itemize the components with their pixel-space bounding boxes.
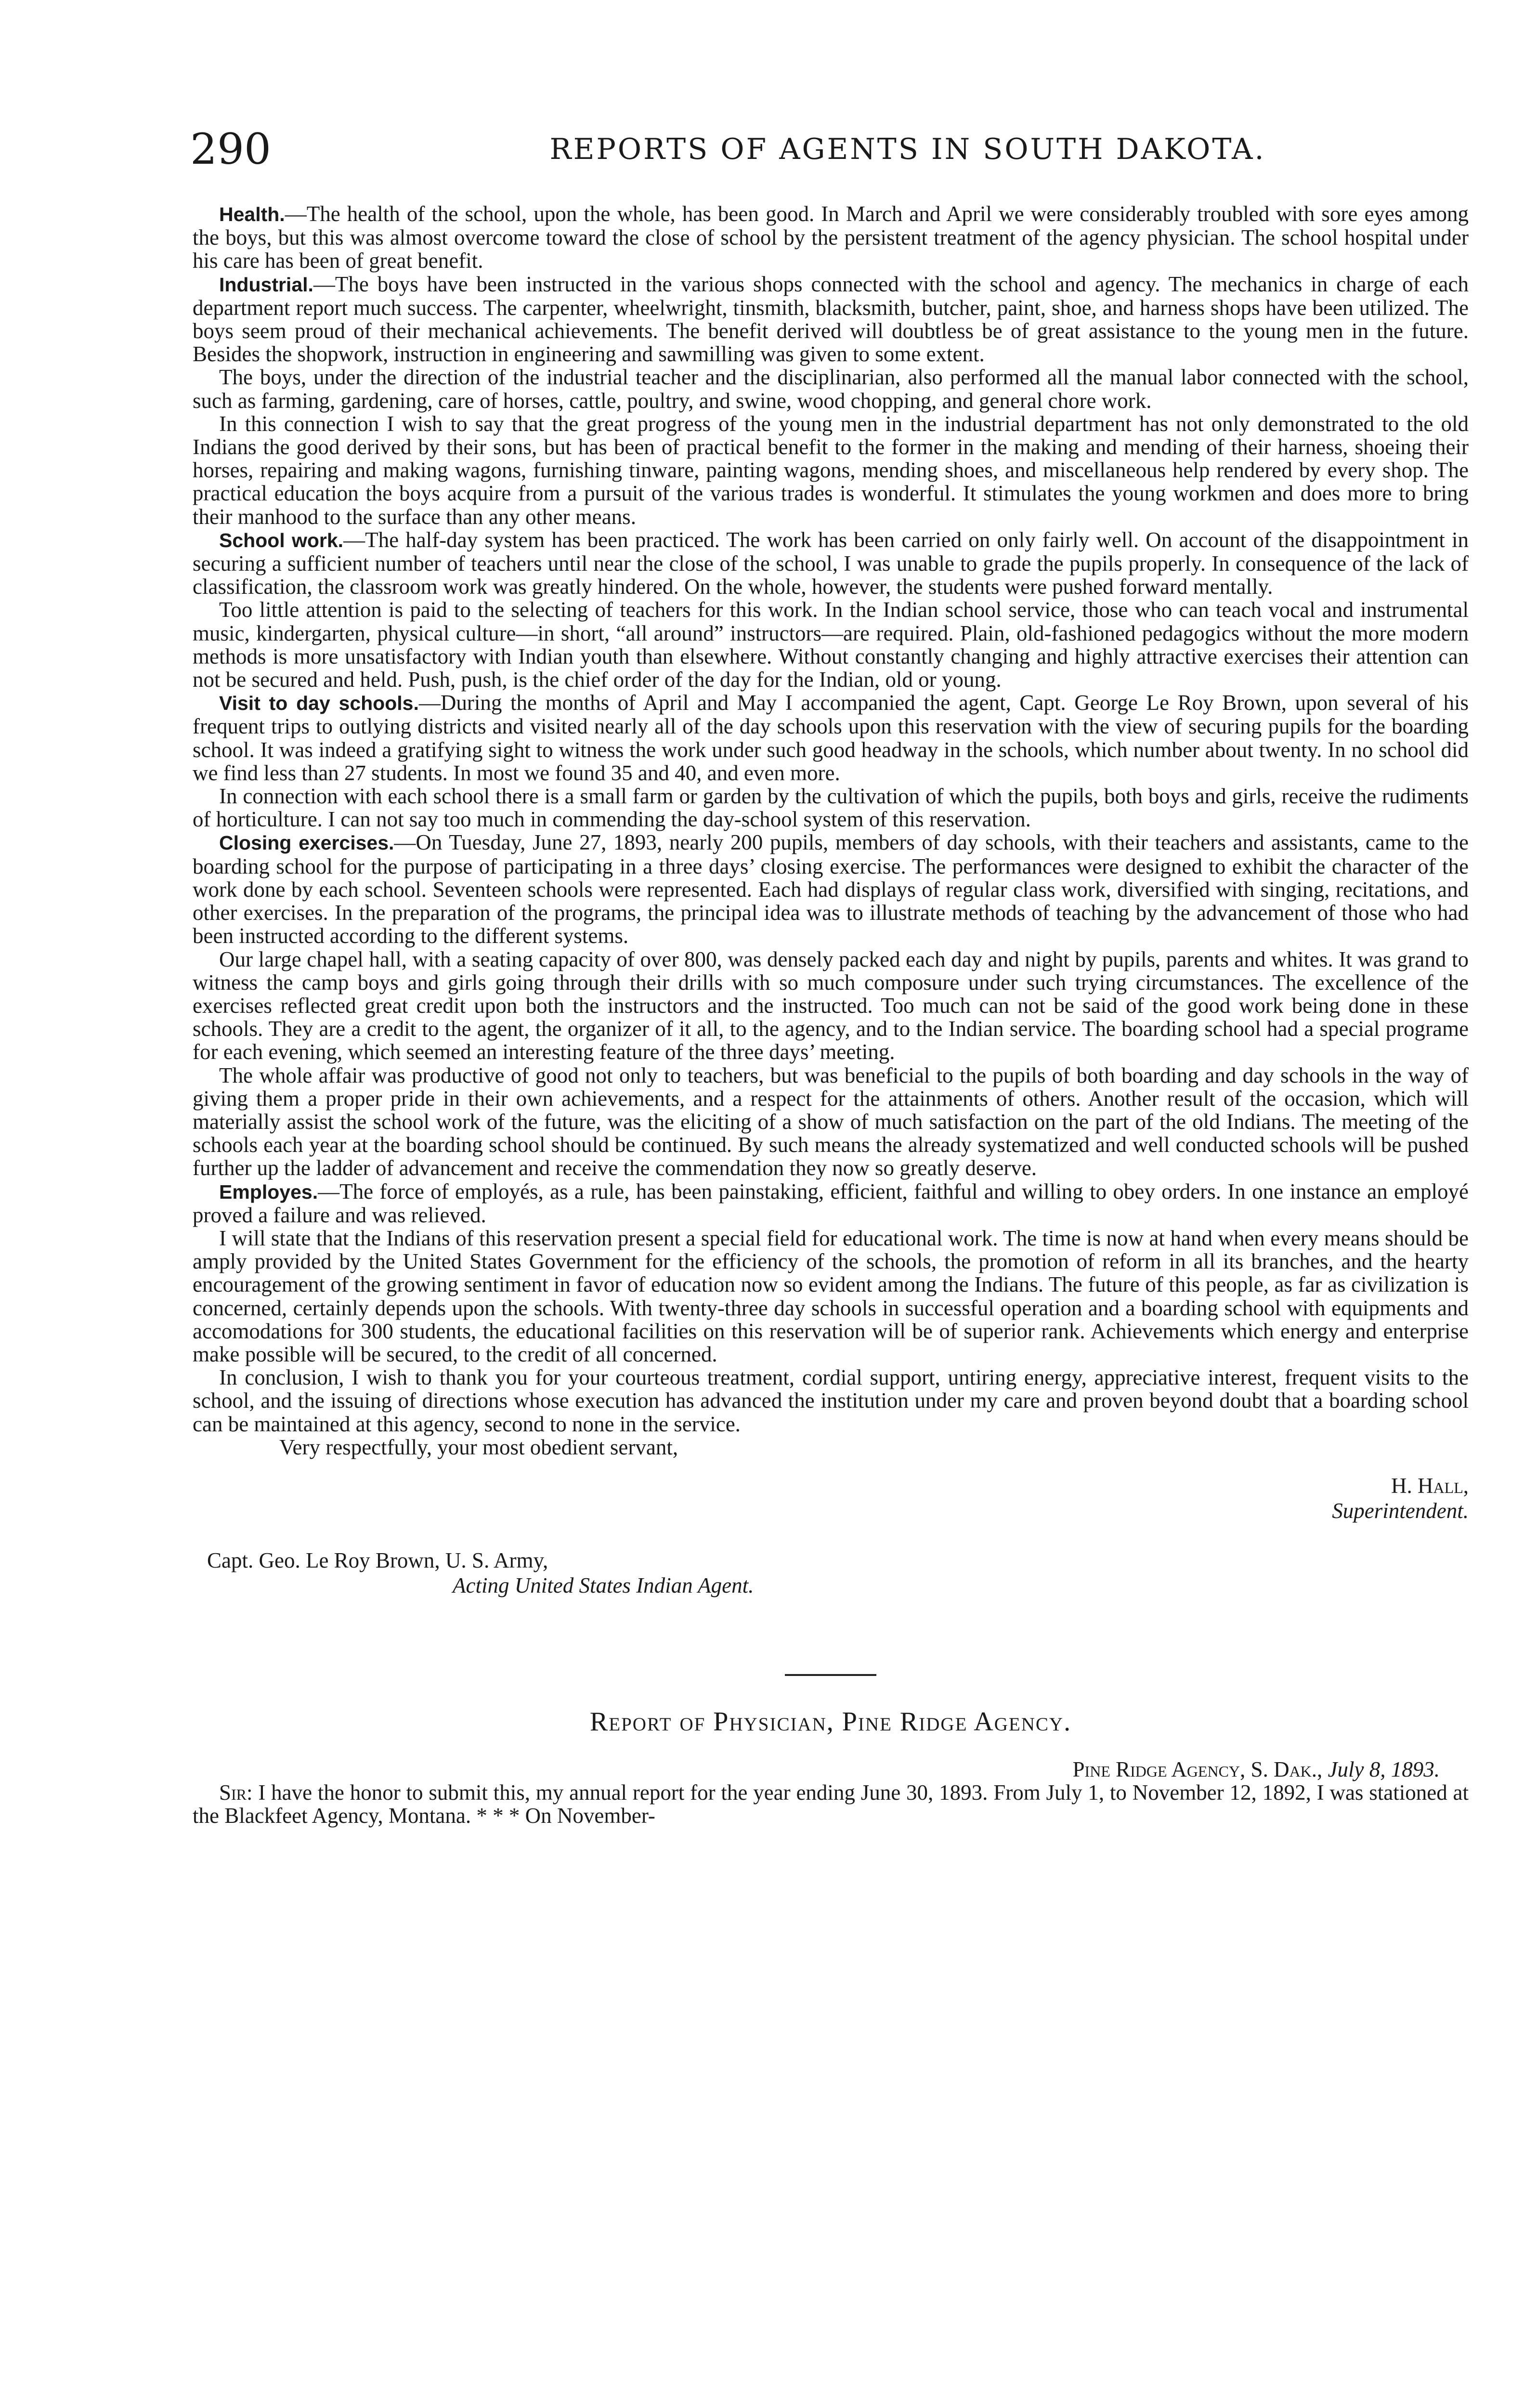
paragraph: [193, 412, 1469, 528]
report-body: [193, 202, 1469, 1827]
dateline: [193, 1758, 1469, 1781]
addressee-title: Acting United States Indian Agent.: [453, 1573, 754, 1597]
subheading-industrial: Industrial.: [219, 273, 313, 296]
paragraph-closing-exercises: [193, 831, 1469, 947]
paragraph-text: In conclusion, I wish to thank you for your courteous treatment, cordial support, untiring energy, appreciative interest, frequent visits to the school, and the issuing of directions whose execution has advanced the institution under my care and proven beyond doubt that a boarding school can be maintained at this agency, second to none in the service.: [193, 1365, 1469, 1436]
paragraph-text: —The boys have been instructed in the various shops connected with the school and agency. The mechanics in charge of each department report much success. The carpenter, wheelwright, tinsmith, blacksmith, butcher, paint, shoe, and harness shops have been utilized. The boys seem proud of their mechanical achievements. The benefit derived will doubtless be of great assistance to the young men in the future. Besides the shopwork, instruction in engineering and sawmilling was given to some extent.: [193, 272, 1469, 366]
paragraph: [193, 785, 1469, 831]
subheading-closing-exercises: Closing exercises.: [219, 832, 394, 854]
addressee-name: Capt. Geo. Le Roy Brown, U. S. Army,: [207, 1548, 548, 1572]
page-header: [190, 123, 1481, 176]
paragraph-text: —On Tuesday, June 27, 1893, nearly 200 pupils, members of day schools, with their teachers and assistants, came to the boarding school for the purpose of participating in a three days’ closing exercise. The performances were designed to exhibit the character of the work done by each school. Seventeen schools were represented. Each had displays of regular class work, diversified with singing, recitations, and other exercises. In the preparation of the programs, the principal idea was to illustrate methods of teaching by the advancement of those who had been instructed according to the different systems.: [193, 830, 1469, 948]
paragraph-conclusion: [193, 1366, 1469, 1436]
paragraph-text: —The health of the school, upon the whole, has been good. In March and April we were considerably troubled with sore eyes among the boys, but this was almost overcome toward the close of school by the persistent treatment of the agency physician. The school hospital under his care has been of great benefit.: [193, 202, 1469, 273]
subheading-visit-to-day-schools: Visit to day schools.: [219, 692, 419, 715]
section-title: Report of Physician, Pine Ridge Agency.: [589, 1706, 1072, 1737]
signer-name: H. Hall,: [1391, 1473, 1469, 1498]
paragraph-text: The whole affair was productive of good not only to teachers, but was beneficial to the pupils of both boarding and day schools in the way of giving them a proper pride in their own achievements, and a respect for the attainments of others. Another result of the occasion, which will materially assist the school work of the future, was the eliciting of a show of much satisfaction on the part of the old Indians. The meeting of the schools each year at the boarding school should be continued. By such means the already systematized and well conducted schools will be pushed further up the ladder of advancement and receive the commendation they now so greatly deserve.: [193, 1063, 1469, 1180]
page-number: 290: [190, 124, 271, 174]
paragraph-text: In this connection I wish to say that the great progress of the young men in the industrial department has not only demonstrated to the old Indians the good derived by their sons, but has been of practical benefit to the former in the making and mending of their harness, shoeing their horses, repairing and making wagons, furnishing tinware, painting wagons, mending shoes, and miscellaneous help rendered by every shop. The practical education the boys acquire from a pursuit of the various trades is wonderful. It stimulates the young workmen and does more to bring their manhood to the surface than any other means.: [193, 411, 1469, 529]
paragraph: [193, 1227, 1469, 1366]
running-head: REPORTS OF AGENTS IN SOUTH DAKOTA.: [549, 132, 1266, 166]
addressee-block: [193, 1549, 1469, 1619]
paragraph-visit-to-day-schools: [193, 691, 1469, 785]
paragraph-text: I will state that the Indians of this reservation present a special field for educational work. The time is now at hand when every means should be amply provided by the United States Government for the efficiency of the schools, the promotion of reform in all its branches, and the hearty encouragement of the growing sentiment in favor of education now so evident among the Indians. The future of this people, as far as civilization is concerned, certainly depends upon the schools. With twenty-three day schools in successful operation and a boarding school with equipments and accomodations for 300 students, the educational facilities on this reservation will be of superior rank. Achievements which energy and enterprise make possible will be secured, to the credit of all concerned.: [193, 1226, 1469, 1366]
paragraph-physician-opening: [193, 1781, 1469, 1827]
salutation: Sir:: [219, 1780, 253, 1805]
complimentary-closing: Very respectfully, your most obedient servant,: [279, 1435, 678, 1459]
paragraph-health: [193, 202, 1469, 273]
paragraph: [193, 598, 1469, 691]
section-divider: [785, 1674, 876, 1676]
paragraph-text: I have the honor to submit this, my annual report for the year ending June 30, 1893. From July 1, to November 12, 1892, I was stationed at the Blackfeet Agency, Montana. * * * On November-: [193, 1780, 1469, 1828]
paragraph-school-work: [193, 528, 1469, 599]
paragraph-text: —The force of employés, as a rule, has been painstaking, efficient, faithful and willing to obey orders. In one instance an employé proved a failure and was relieved.: [193, 1179, 1469, 1227]
paragraph-text: Our large chapel hall, with a seating capacity of over 800, was densely packed each day and night by pupils, parents and whites. It was grand to witness the camp boys and girls going through their drills with so much composure under such trying circumstances. The excellence of the exercises reflected great credit upon both the instructors and the instructed. Too much can not be said of the good work being done in these schools. They are a credit to the agent, the organizer of it all, to the agency, and to the Indian service. The boarding school had a special programe for each evening, which seemed an interesting feature of the three days’ meeting.: [193, 947, 1469, 1064]
subheading-health: Health.: [219, 203, 285, 225]
dateline-place: Pine Ridge Agency, S. Dak.,: [1072, 1757, 1323, 1781]
dateline-date: July 8, 1893.: [1328, 1757, 1440, 1781]
signer-title: Superintendent.: [1332, 1498, 1469, 1523]
paragraph-industrial: [193, 273, 1469, 366]
paragraph-text: The boys, under the direction of the industrial teacher and the disciplinarian, also performed all the manual labor connected with the school, such as farming, gardening, care of horses, cattle, poultry, and swine, wood chopping, and general chore work.: [193, 365, 1469, 413]
paragraph-text: —The half-day system has been practiced. The work has been carried on only fairly well. On account of the disappointment in securing a sufficient number of teachers until near the close of the school, I was unable to grade the pupils properly. In consequence of the lack of classification, the classroom work was greatly hindered. On the whole, however, the students were pushed forward mentally.: [193, 527, 1469, 599]
signature-block: [193, 1436, 1469, 1549]
paragraph-text: —During the months of April and May I accompanied the agent, Capt. George Le Roy Brown, upon several of his frequent trips to outlying districts and visited nearly all of the day schools upon this reservation with the view of securing pupils for the boarding school. It was indeed a gratifying sight to witness the work under such good headway in the schools, which number about twenty. In no school did we find less than 27 students. In most we found 35 and 40, and even more.: [193, 691, 1469, 785]
paragraph: [193, 948, 1469, 1064]
subheading-school-work: School work.: [219, 529, 344, 551]
paragraph: [193, 366, 1469, 412]
paragraph-employes: [193, 1180, 1469, 1227]
paragraph: [193, 1064, 1469, 1180]
paragraph-text: Too little attention is paid to the selecting of teachers for this work. In the Indian school service, those who can teach vocal and instrumental music, kindergarten, physical culture—in short, “all around” instructors—are required. Plain, old-fashioned pedagogics without the more modern methods is more unsatisfactory with Indian youth than elsewhere. Without constantly changing and highly attractive exercises their attention can not be secured and held. Push, push, is the chief order of the day for the Indian, old or young.: [193, 598, 1469, 692]
paragraph-text: In connection with each school there is a small farm or garden by the cultivation of which the pupils, both boys and girls, receive the rudiments of horticulture. I can not say too much in commending the day-school system of this reservation.: [193, 784, 1469, 832]
subheading-employes: Employes.: [219, 1180, 318, 1203]
